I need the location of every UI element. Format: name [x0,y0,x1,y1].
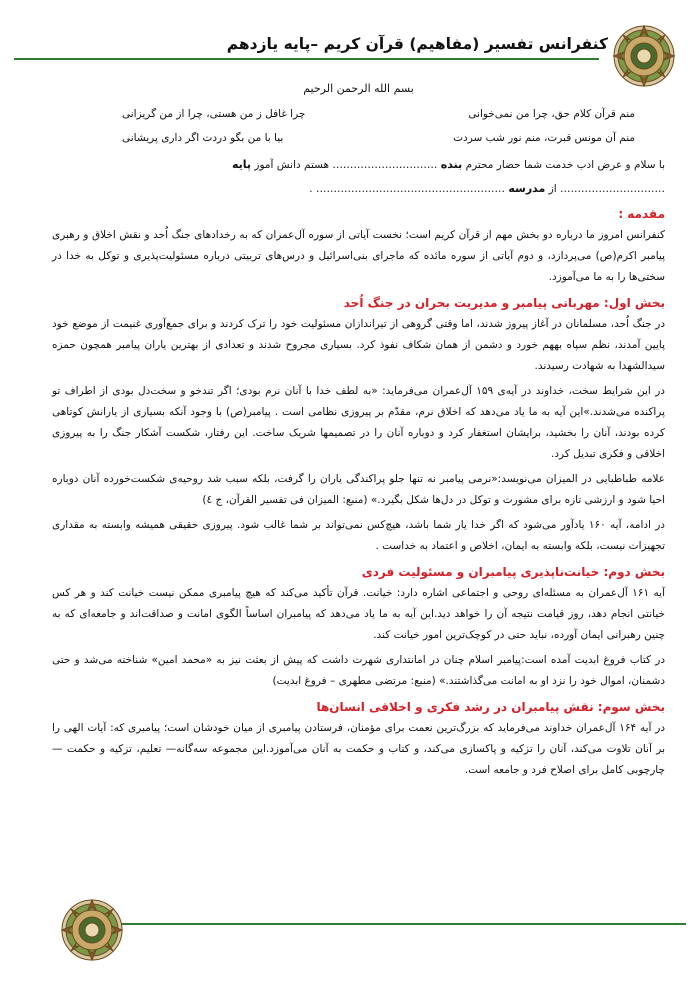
paragraph: کنفرانس امروز ما درباره دو بخش مهم از قرآن کریم است؛ نخست آیاتی از سوره آل‌عمران که به رخدادهای جنگ اُحد و نقش اخلاق و رهبری پیامبر اکرم(ص) می‌پردازد، و دوم آیاتی از سوره مائده که ماجرای بنی‌اسرائیل و درس‌های تربیتی درباره مسئولیت‌پذیری و توکل به خدا در سختی‌ها را به ما می‌آموزد. [52,229,665,283]
paragraph: در جنگ اُحد، مسلمانان در آغاز پیروز شدند، اما وقتی گروهی از تیراندازان مسئولیت خود را ترک کردند و برای جمع‌آوری غنیمت از موضع خود پایین آمدند، نظم سپاه بههم خورد و دشمن از همان شکاف نفوذ کرد. بسیاری مجروح شدند و تعدادی از بهترین یاران پیامبر همچون حمزه سیدالشهدا به شهادت رسیدند. [52,318,665,372]
footer-divider [101,923,686,925]
poem-row [52,102,665,126]
greeting-text: ……………………………………………… . [309,183,505,195]
paragraph: در کتاب فروغ ابدیت آمده است:پیامبر اسلام چنان در امانتداری شهرت داشت که پیش از بعثت نیز به «محمد امین» شناخته می‌شد و حتی دشمنان، اموال خود را نزد او به امانت می‌گذاشتند.» (منبع: مرتضی مطهری – فروغ ابدیت) [52,654,665,687]
paragraph: در آیه ۱۶۴ آل‌عمران خداوند می‌فرماید که بزرگ‌ترین نعمت برای مؤمنان، فرستادن پیامبری از میان خودشان است؛ پیامبری که: آیات الهی را بر آنان تلاوت می‌کند، آنان را تزکیه و پاکسازی می‌کند، و کتاب و حکمت به آنان می‌آموزد.این مجموعه سه‌گانه— تعلیم، تزکیه و حکمت —چارچوبی کامل برای اصلاح فرد و جامعه است. [52,722,665,776]
header-title: کنفرانس تفسیر (مفاهیم) قرآن کریم –پایه یازدهم [226,35,608,53]
greeting-line [52,177,665,201]
poem-hemistich: منم آن مونس قبرت، منم نور شب سردت [453,132,635,144]
paragraph: آیه ۱۶۱ آل‌عمران به مسئله‌ای روحی و اجتماعی اشاره دارد: خیانت. قرآن تأکید می‌کند که هیچ پیامبری ممکن نیست خیانت کند و هر کس خیانتی انجام دهد، روز قیامت نتیجه آن را خواهد دید.این آیه به ما یاد می‌دهد که پیامبران اساساً الگوی امانت و صداقت‌اند و جامعه‌ای که به چنین رهبرانی ایمان آورده، نباید حتی در کوچک‌ترین امور خیانت کند. [52,587,665,641]
greeting [52,153,665,201]
poem [52,102,665,150]
section-title: بخش سوم: نقش پیامبران در رشد فکری و اخلاقی انسان‌ها [316,700,665,714]
paragraph: در این شرایط سخت، خداوند در آیه‌ی ۱۵۹ آل‌عمران می‌فرماید: «به لطف خدا با آنان نرم بودی؛ اگر تندخو و سخت‌دل بودی از اطراف تو پراکنده می‌شدند.»این آیه به ما یاد می‌دهد که اخلاق نرم، مقدّم بر پیروزی نظامی است . پیامبر(ص) با وجود آنکه بسیاری از یارانش کوتاهی کرده بودند، آنان را بخشید، برایشان استغفار کرد و دوباره آنان را در تصمیمها شریک ساخت. این رفتار، شکست آشکار جنگ را به پیروزی اخلاقی و فکری تبدیل کرد. [52,385,665,460]
rosette-ornament-icon [60,898,124,962]
poem-hemistich: بیا با من بگو دردت اگر داری پریشانی [122,132,284,144]
greeting-bold: مدرسه [508,182,546,195]
document-body [52,78,665,785]
poem-hemistich: چرا غافل ز من هستی، چرا از من گریزانی [122,108,306,120]
greeting-text: ………………………… هستم دانش آموز [254,159,438,171]
paragraph: در ادامه، آیه ۱۶۰ یادآور می‌شود که اگر خدا یار شما باشد، هیچ‌کس نمی‌تواند بر شما غالب شود. پیروزی حقیقی همیشه وابسته به مقداری تجهیزات نیست، بلکه وابسته به ایمان، اخلاص و اعتماد به خداست . [52,519,665,552]
poem-row [52,126,665,150]
section-title: بخش دوم: خیانت‌ناپذیری پیامبران و مسئولیت فردی [361,565,665,579]
basmala: بسم الله الرحمن الرحیم [303,82,414,95]
paragraph: علامه طباطبایی در المیزان می‌نویسد:«نرمی پیامبر نه تنها جلو پراکندگی یاران را گرفت، بلکه سبب شد روحیه‌ی شکست‌خورده آنان دوباره احیا شود و ارزشی تازه برای مشورت و توکل در دل‌ها شکل بگیرد.» (منبع: المیزان فی تفسیر القرآن، ج ٤) [52,473,665,506]
greeting-bold: بنده [440,158,463,171]
section-title: بخش اول: مهربانی پیامبر و مدیریت بحران در جنگ اُحد [343,296,665,310]
greeting-text: با سلام و عرض ادب خدمت شما حضار محترم [465,159,665,171]
greeting-text: ………………………… از [548,183,665,195]
greeting-bold: پایه [231,158,252,171]
poem-hemistich: منم قرآن کلام حق، چرا من نمی‌خوانی [468,108,635,120]
section-title: مقدمه : [618,207,665,221]
header-divider [14,58,599,60]
greeting-line [52,153,665,177]
